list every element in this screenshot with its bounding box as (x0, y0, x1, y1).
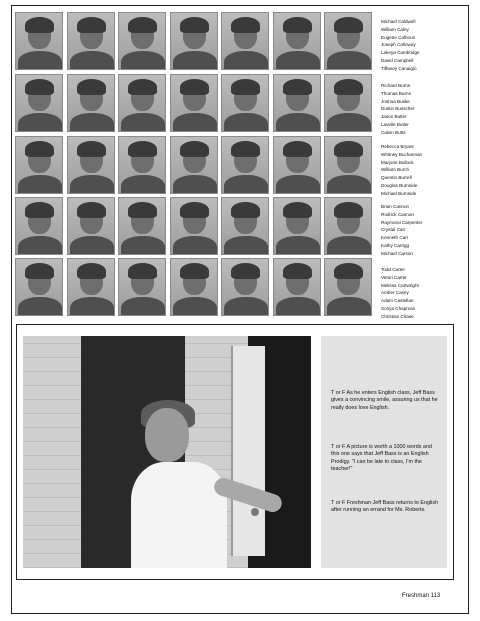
student-name: David Campbell (381, 57, 414, 63)
caption-panel (321, 336, 447, 568)
portrait-row (15, 197, 375, 255)
student-face (145, 408, 189, 462)
student-portrait (324, 136, 372, 194)
student-shirt (131, 462, 227, 568)
student-name: Crystal Carr (381, 227, 406, 233)
student-portrait (67, 136, 115, 194)
student-portrait (273, 12, 321, 70)
student-portrait (221, 12, 269, 70)
student-name: Amber Casey (381, 290, 409, 296)
student-name: Rodrick Cannon (381, 211, 414, 217)
student-portrait (118, 258, 166, 316)
student-name: Thomas Burns (381, 90, 411, 96)
student-portrait (273, 74, 321, 132)
student-name: Michael Carson (381, 250, 413, 256)
student-portrait (324, 197, 372, 255)
page-folio: Freshman 113 (402, 593, 441, 599)
student-name: Marjorie Bullock (381, 159, 414, 165)
student-name: Raymond Carpenter (381, 219, 423, 225)
student-portrait (170, 136, 218, 194)
student-name: William Burch (381, 167, 410, 173)
true-false-label: T or F (331, 500, 346, 506)
student-portrait (221, 136, 269, 194)
student-portrait (118, 12, 166, 70)
student-name: Lavelle Butler (381, 121, 409, 127)
name-list (381, 143, 471, 198)
student-name: Rebecca Bryant (381, 144, 414, 149)
true-false-label: T or F (331, 390, 346, 396)
portrait-row (15, 74, 375, 132)
caption-block (331, 500, 439, 515)
portrait-row (15, 258, 375, 316)
student-name: Lakeya Cambridge (381, 50, 420, 56)
student-portrait (15, 74, 63, 132)
caption-block (331, 390, 439, 412)
student-name: Quentin Burrell (381, 175, 412, 181)
student-portrait (221, 197, 269, 255)
portrait-row (15, 12, 375, 70)
student-portrait (118, 136, 166, 194)
name-list (381, 82, 471, 137)
student-portrait (324, 74, 372, 132)
student-name: Vetori Carter (381, 274, 407, 280)
student-portrait (67, 197, 115, 255)
student-portrait (170, 258, 218, 316)
student-portrait (15, 12, 63, 70)
student-name: Michael Burnside (381, 190, 417, 196)
student-portrait (273, 197, 321, 255)
portrait-row (15, 136, 375, 194)
student-name: Adam Castellan (381, 298, 414, 304)
candid-photo (23, 336, 311, 568)
student-name: Calvin Butts (381, 129, 406, 135)
student-portrait (15, 197, 63, 255)
student-portrait (324, 258, 372, 316)
student-name: Todd Carter (381, 267, 405, 272)
student-name: Brian Cannon (381, 204, 410, 209)
student-portrait (273, 136, 321, 194)
student-name: Melissa Cartwright (381, 282, 419, 288)
student-portrait (273, 258, 321, 316)
caption-text: A picture is worth a 1000 words and this one says that Jeff Bass is an English Prodigy. "I can be late to class, I'm the teacher!" (331, 444, 432, 473)
student-name: Richard Burns (381, 83, 411, 88)
name-list (381, 18, 471, 73)
student-name: Kenneth Carr (381, 235, 409, 241)
open-door (231, 346, 265, 556)
name-list (381, 266, 471, 321)
student-name: Eugene Calhoun (381, 34, 416, 40)
student-portrait (170, 197, 218, 255)
student-name: William Caley (381, 26, 409, 32)
student-portrait (67, 74, 115, 132)
student-portrait (67, 258, 115, 316)
true-false-label: T or F (331, 444, 346, 450)
door-knob (251, 508, 259, 516)
caption-block (331, 444, 439, 474)
student-portrait (170, 74, 218, 132)
student-name: Joshua Buske (381, 98, 410, 104)
student-name: Christian Chase (381, 313, 414, 319)
student-name: Whitney Buchannan (381, 151, 423, 157)
caption-text: As he enters English class, Jeff Bass gives a convincing smile, assuring us that he really does love English. (331, 390, 438, 411)
student-portrait (118, 197, 166, 255)
student-name: Tiffaney Canaiglo (381, 65, 417, 71)
caption-text: Freshman Jeff Bass returns to English after running an errand for Ms. Roberts. (331, 500, 439, 514)
student-portrait (170, 12, 218, 70)
student-portrait (118, 74, 166, 132)
name-list (381, 203, 471, 258)
student-portrait (67, 12, 115, 70)
student-portrait (221, 74, 269, 132)
student-portrait (221, 258, 269, 316)
student-name: Sonya Chapman (381, 305, 416, 311)
student-portrait (324, 12, 372, 70)
student-name: Dustin Busscher (381, 106, 415, 112)
student-name: Jason Butler (381, 114, 407, 120)
student-name: Kathy Carrigg (381, 242, 410, 248)
student-portrait (15, 136, 63, 194)
student-name: Joseph Calloway (381, 42, 416, 48)
student-name: Michael Caldwell (381, 19, 416, 24)
student-name: Douglas Burnside (381, 182, 418, 188)
student-portrait (15, 258, 63, 316)
